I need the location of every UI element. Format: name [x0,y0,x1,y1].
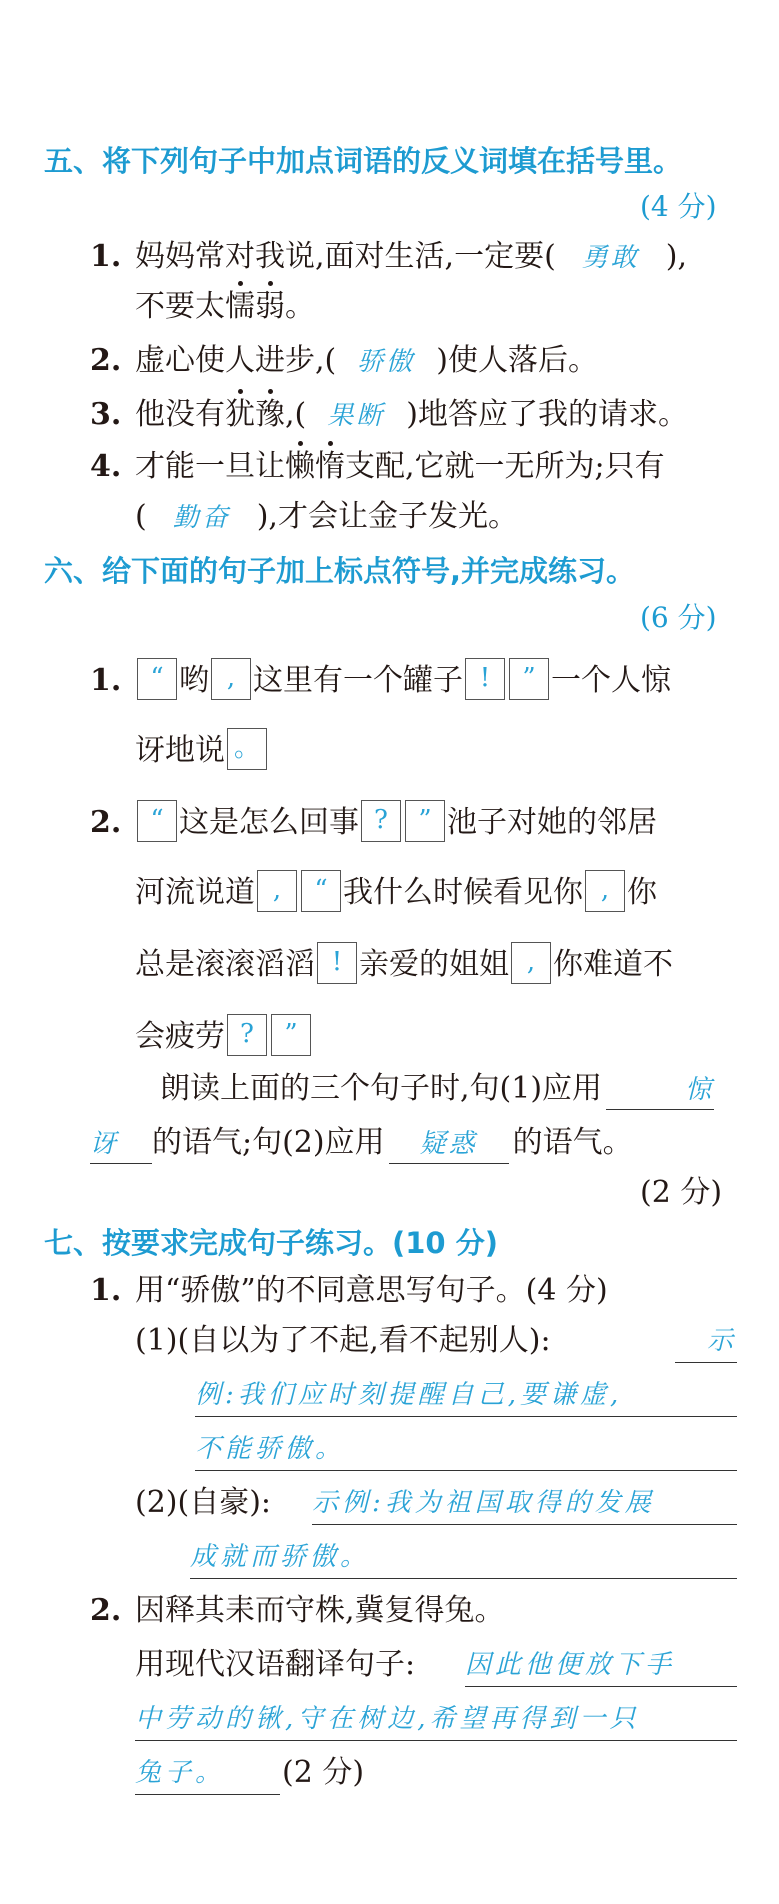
punct-box[interactable]: ! [465,658,505,700]
s7-q2-label: 用现代汉语翻译句子: [135,1647,416,1682]
dotted-word [225,397,285,432]
item-number: 3. [90,397,122,432]
item-text: ), [665,239,688,274]
item-number: 1. [90,663,122,698]
s7-q1 [90,1270,608,1312]
item-text: 这是怎么回事 [179,805,359,840]
s7-q1-p1-label: (1)(自以为了不起,看不起别人): [135,1323,551,1358]
punct-box[interactable]: ” [271,1014,311,1056]
dotted-char: 豫 [255,394,285,436]
item-text: 因释其耒而守株,冀复得兔。 [135,1593,505,1628]
item-text: ),才会让金子发光。 [256,499,518,534]
punct-box[interactable]: ” [509,658,549,700]
answer-blank[interactable]: 讶 [90,1125,152,1164]
answer-line[interactable]: 示 [675,1320,737,1363]
answer-line[interactable]: 兔子。 [135,1752,280,1795]
item-number: 4. [90,449,122,484]
s6-q1-line2 [135,730,269,773]
punct-box[interactable]: ? [361,800,401,842]
item-number: 2. [90,805,122,840]
answer-text: 勤奋 [172,503,231,533]
item-text: 会疲劳 [135,1019,225,1054]
item-text: 朗读上面的三个句子时,句(1)应用 [160,1071,603,1106]
dotted-word [225,289,285,324]
s6-read-score: (2 分) [640,1175,723,1210]
answer-text: 骄傲 [357,347,416,377]
s5-item-4-cont [135,496,518,539]
item-number: 2. [90,343,122,378]
item-text: 池子对她的邻居 [447,805,657,840]
s6-q2-line2 [135,872,657,915]
item-text: 的语气;句(2)应用 [152,1125,385,1160]
dotted-char: 犹 [225,394,255,436]
item-text: ,( [285,397,307,432]
item-text: 你 [627,875,657,910]
item-text: 哟 [179,663,209,698]
s6-read-line2 [90,1122,633,1164]
item-text: 你难道不 [553,947,673,982]
punct-box[interactable]: , [211,658,251,700]
punct-box[interactable]: ! [317,942,357,984]
s7-q1-p2-label: (2)(自豪): [135,1485,272,1520]
s5-item-1-cont [135,286,315,328]
s6-q2-line1 [90,802,657,845]
answer-text: 果断 [327,401,386,431]
item-text: 一个人惊 [551,663,671,698]
section-6-score: (6 分) [640,601,717,634]
item-number: 2. [90,1593,122,1628]
item-text: 。 [285,289,315,324]
answer-text: 勇敢 [581,243,640,273]
punct-box[interactable]: ? [227,1014,267,1056]
item-text: 总是滚滚滔滔 [135,947,315,982]
answer-line[interactable]: 例:我们应时刻提醒自己,要谦虚, [195,1374,737,1417]
s5-item-4 [90,446,665,488]
item-text: 河流说道 [135,875,255,910]
item-text: 不要太 [135,289,225,324]
punct-box[interactable]: “ [301,870,341,912]
s5-item-1 [90,236,687,279]
item-text: 的语气。 [512,1125,633,1160]
s5-item-3 [90,394,688,437]
dotted-char: 懒 [285,446,315,488]
item-text: 亲爱的姐姐 [359,947,509,982]
dotted-char: 弱 [255,286,285,328]
item-text: ( [135,499,147,534]
item-number: 1. [90,1273,122,1308]
answer-blank[interactable]: 疑惑 [389,1125,509,1164]
answer-line[interactable]: 成就而骄傲。 [190,1536,737,1579]
section-6-title: 六、给下面的句子加上标点符号,并完成练习。 [44,554,636,588]
section-7-title: 七、按要求完成句子练习。(10 分) [44,1226,498,1260]
section-5-title: 五、将下列句子中加点词语的反义词填在括号里。 [44,144,683,178]
punct-box[interactable]: , [511,942,551,984]
item-text: )地答应了我的请求。 [406,397,688,432]
punct-box[interactable]: , [257,870,297,912]
dotted-word [285,449,345,484]
answer-line[interactable]: 不能骄傲。 [195,1428,737,1471]
dotted-char: 惰 [315,446,345,488]
section-5-score: (4 分) [640,190,717,223]
s6-read-line1 [160,1068,714,1110]
item-text: 他没有 [135,397,225,432]
punct-box[interactable]: 。 [227,728,267,770]
item-text: 支配,它就一无所为;只有 [345,449,665,484]
s7-q2-score: (2 分) [282,1755,365,1790]
answer-line[interactable]: 示例:我为祖国取得的发展 [312,1482,737,1525]
s7-q2 [90,1590,505,1632]
item-text: 才能一旦让 [135,449,285,484]
item-text: )使人落后。 [436,343,598,378]
item-text: 讶地说 [135,733,225,768]
dotted-char: 懦 [225,286,255,328]
item-number: 1. [90,239,122,274]
answer-line[interactable]: 因此他便放下手 [465,1644,737,1687]
item-text: 用“骄傲”的不同意思写句子。(4 分) [135,1273,608,1308]
item-text: 妈妈常对我说,面对生活,一定要( [135,239,556,274]
punct-box[interactable]: “ [137,800,177,842]
s6-q1-line1 [90,660,671,703]
punct-box[interactable]: ” [405,800,445,842]
answer-blank[interactable]: 惊 [606,1071,714,1110]
punct-box[interactable]: “ [137,658,177,700]
punct-box[interactable]: , [585,870,625,912]
s6-q2-line3 [135,944,673,987]
item-text: 这里有一个罐子 [253,663,463,698]
s5-item-2 [90,340,598,383]
answer-line[interactable]: 中劳动的锹,守在树边,希望再得到一只 [135,1698,737,1741]
item-text: 我什么时候看见你 [343,875,583,910]
s6-q2-line4 [135,1016,313,1059]
item-text: 虚心使人进步,( [135,343,337,378]
